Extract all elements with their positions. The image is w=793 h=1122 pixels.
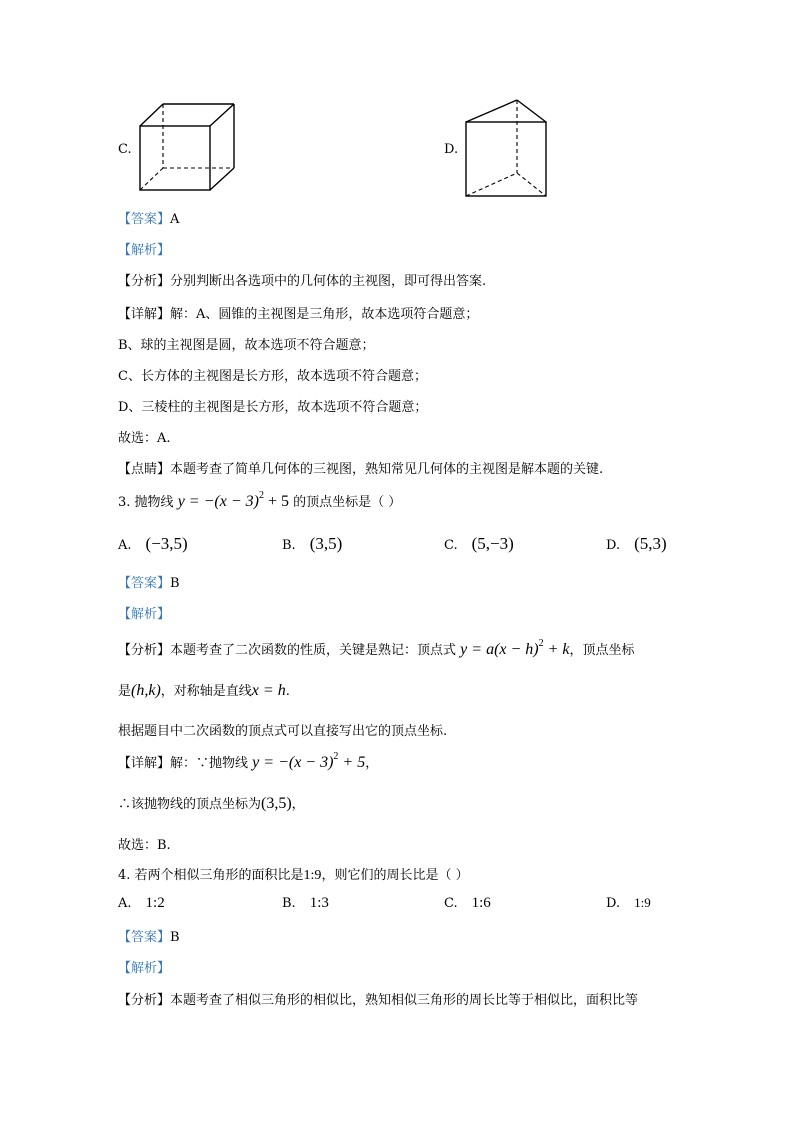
q3-fenxi-line2: 是(h,k)，对称轴是直线x = h. [118, 682, 290, 699]
cube-figure-icon [138, 100, 238, 195]
q3-stem-suffix: 的顶点坐标是（ ） [293, 495, 402, 510]
dianjing-tag: 【点睛】 [118, 462, 171, 477]
q3-analysis-heading: 【解析】 [118, 607, 171, 622]
q4-analysis-heading: 【解析】 [118, 961, 171, 976]
answer-tag: 【答案】 [118, 212, 171, 227]
q3-option-a[interactable]: A. (−3,5) [118, 534, 188, 553]
triangular-prism-figure-icon [462, 97, 552, 199]
detail-b: B、球的主视图是圆，故本选项不符合题意； [118, 338, 375, 353]
q4-answer-line: 【答案】B [118, 930, 180, 945]
vertex-form-formula: $y = a(x - h)^2 + k$ [460, 638, 570, 658]
q4-option-b[interactable]: B. 1:3 [282, 895, 329, 911]
q4-option-c[interactable]: C. 1:6 [444, 895, 491, 911]
q4-option-a[interactable]: A. 1:2 [118, 895, 165, 911]
option-c-label: C. [118, 142, 132, 157]
q3-therefore-line: ∴该抛物线的顶点坐标为(3,5)， [118, 795, 305, 812]
q2-detail-line [118, 303, 478, 322]
therefore-point: (3,5) [261, 795, 292, 812]
q4-option-d[interactable]: D. 1:9 [606, 895, 651, 911]
fenxi-tag: 【分析】 [118, 274, 171, 289]
fenxi-text: 分别判断出各选项中的几何体的主视图，即可得出答案. [170, 274, 487, 289]
q2-dianjing-line [118, 458, 603, 477]
q2-answer-line [118, 208, 179, 227]
q3-answer-line: 【答案】B [118, 576, 180, 591]
choose-line: 故选：A. [118, 431, 171, 446]
axis-formula: x = h [251, 682, 286, 699]
dianjing-text: 本题考查了简单几何体的三视图，熟知常见几何体的主视图是解本题的关键. [170, 462, 604, 477]
q3-option-d[interactable]: D. (5,3) [606, 534, 667, 553]
q4-stem: 4. 若两个相似三角形的面积比是1:9，则它们的周长比是（ ） [118, 868, 469, 883]
analysis-heading: 【解析】 [118, 243, 171, 258]
q2-fenxi-line [118, 270, 486, 289]
q4-fenxi-line: 【分析】本题考查了相似三角形的相似比，熟知相似三角形的周长比等于相似比，面积比等 [118, 993, 639, 1008]
q3-line3: 根据题目中二次函数的顶点式可以直接写出它的顶点坐标. [118, 724, 448, 739]
detail-formula: $y = -(x - 3)^2 + 5$ [252, 751, 366, 771]
option-d-label: D. [444, 142, 459, 157]
q3-formula: $y = -(x - 3)^2 + 5$ [177, 490, 289, 510]
detail-tag: 【详解】 [118, 307, 171, 322]
q3-stem [118, 491, 401, 511]
vertex-point: (h,k) [131, 682, 161, 699]
q3-choose-line: 故选：B. [118, 838, 171, 853]
q3-detail-line: 【详解】解：∵抛物线 $y = -(x - 3)^2 + 5$， [118, 751, 379, 771]
q3-fenxi-line: 【分析】本题考查了二次函数的性质，关键是熟记：顶点式 $y = a(x - h)^2 + k$，顶点坐标 [118, 638, 635, 658]
detail-a: 解：A、圆锥的主视图是三角形，故本选项符合题意； [170, 307, 479, 322]
detail-d: D、三棱柱的主视图是长方形，故本选项不符合题意； [118, 400, 428, 415]
detail-c: C、长方体的主视图是长方形，故本选项不符合题意； [118, 369, 427, 384]
answer-value: A [170, 212, 180, 227]
q3-option-b[interactable]: B. (3,5) [282, 534, 343, 553]
q3-stem-prefix: 3. 抛物线 [118, 495, 174, 510]
q3-option-c[interactable]: C. (5,−3) [444, 534, 514, 553]
